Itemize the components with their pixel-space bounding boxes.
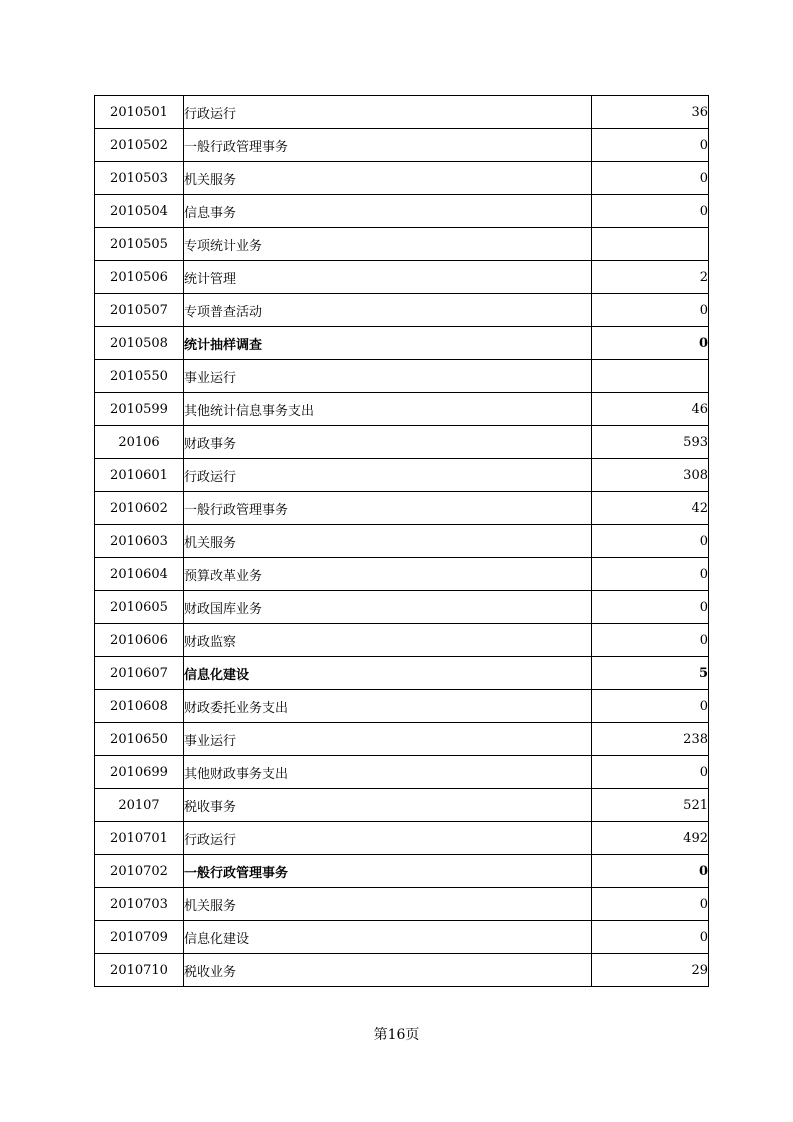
item-code-cell: 20107	[95, 789, 184, 822]
item-name-cell: 统计管理	[184, 261, 592, 294]
item-name-cell: 机关服务	[184, 888, 592, 921]
item-code-cell: 2010699	[95, 756, 184, 789]
item-code-cell: 2010608	[95, 690, 184, 723]
item-amount-cell: 36	[592, 96, 709, 129]
item-amount-cell: 29	[592, 954, 709, 987]
item-name-cell: 预算改革业务	[184, 558, 592, 591]
item-code-cell: 2010505	[95, 228, 184, 261]
item-amount-cell: 0	[592, 591, 709, 624]
item-amount-cell: 0	[592, 525, 709, 558]
item-name-cell: 信息事务	[184, 195, 592, 228]
table-row	[95, 162, 709, 195]
item-code-cell: 2010501	[95, 96, 184, 129]
table-row	[95, 822, 709, 855]
item-amount-cell: 2	[592, 261, 709, 294]
table-body	[95, 96, 709, 987]
item-code-cell: 2010709	[95, 921, 184, 954]
item-code-cell: 2010607	[95, 657, 184, 690]
item-amount-cell: 521	[592, 789, 709, 822]
item-amount-cell: 0	[592, 921, 709, 954]
item-name-cell: 一般行政管理事务	[184, 492, 592, 525]
item-name-cell: 机关服务	[184, 162, 592, 195]
item-code-cell: 2010604	[95, 558, 184, 591]
table-row	[95, 558, 709, 591]
table-row	[95, 228, 709, 261]
item-code-cell: 2010503	[95, 162, 184, 195]
item-amount-cell: 593	[592, 426, 709, 459]
item-amount-cell: 0	[592, 855, 709, 888]
item-code-cell: 2010601	[95, 459, 184, 492]
table-row	[95, 426, 709, 459]
table-row	[95, 921, 709, 954]
item-amount-cell: 46	[592, 393, 709, 426]
item-name-cell: 一般行政管理事务	[184, 855, 592, 888]
table-row	[95, 624, 709, 657]
table-row	[95, 525, 709, 558]
item-name-cell: 专项统计业务	[184, 228, 592, 261]
table-row	[95, 657, 709, 690]
table-row	[95, 261, 709, 294]
item-amount-cell: 0	[592, 888, 709, 921]
table-row	[95, 756, 709, 789]
item-amount-cell: 308	[592, 459, 709, 492]
item-amount-cell: 0	[592, 195, 709, 228]
item-code-cell: 2010502	[95, 129, 184, 162]
item-amount-cell: 0	[592, 624, 709, 657]
item-name-cell: 事业运行	[184, 723, 592, 756]
item-name-cell: 税收事务	[184, 789, 592, 822]
item-name-cell: 行政运行	[184, 822, 592, 855]
item-amount-cell: 0	[592, 294, 709, 327]
table-row	[95, 492, 709, 525]
item-name-cell: 信息化建设	[184, 921, 592, 954]
table-row	[95, 360, 709, 393]
item-amount-cell: 0	[592, 690, 709, 723]
item-name-cell: 财政国库业务	[184, 591, 592, 624]
item-name-cell: 其他财政事务支出	[184, 756, 592, 789]
item-name-cell: 信息化建设	[184, 657, 592, 690]
item-code-cell: 2010650	[95, 723, 184, 756]
item-code-cell: 2010703	[95, 888, 184, 921]
item-code-cell: 2010710	[95, 954, 184, 987]
item-amount-cell: 0	[592, 162, 709, 195]
table-row	[95, 327, 709, 360]
item-code-cell: 2010606	[95, 624, 184, 657]
item-code-cell: 2010602	[95, 492, 184, 525]
item-code-cell: 2010550	[95, 360, 184, 393]
item-amount-cell: 0	[592, 756, 709, 789]
table-row	[95, 129, 709, 162]
table-row	[95, 96, 709, 129]
item-amount-cell	[592, 360, 709, 393]
item-name-cell: 财政事务	[184, 426, 592, 459]
table-row	[95, 591, 709, 624]
item-code-cell: 2010701	[95, 822, 184, 855]
item-name-cell: 机关服务	[184, 525, 592, 558]
item-name-cell: 统计抽样调查	[184, 327, 592, 360]
table-row	[95, 294, 709, 327]
table-row	[95, 393, 709, 426]
item-amount-cell: 0	[592, 327, 709, 360]
item-amount-cell: 5	[592, 657, 709, 690]
table-row	[95, 954, 709, 987]
item-name-cell: 财政委托业务支出	[184, 690, 592, 723]
item-amount-cell	[592, 228, 709, 261]
table-row	[95, 789, 709, 822]
item-code-cell: 2010702	[95, 855, 184, 888]
item-name-cell: 专项普查活动	[184, 294, 592, 327]
item-name-cell: 其他统计信息事务支出	[184, 393, 592, 426]
table-row	[95, 195, 709, 228]
item-name-cell: 行政运行	[184, 96, 592, 129]
item-code-cell: 2010603	[95, 525, 184, 558]
item-amount-cell: 238	[592, 723, 709, 756]
table-row	[95, 888, 709, 921]
budget-table	[94, 95, 709, 987]
item-name-cell: 行政运行	[184, 459, 592, 492]
item-amount-cell: 42	[592, 492, 709, 525]
item-code-cell: 2010508	[95, 327, 184, 360]
table-row	[95, 855, 709, 888]
item-name-cell: 事业运行	[184, 360, 592, 393]
item-amount-cell: 492	[592, 822, 709, 855]
item-code-cell: 2010507	[95, 294, 184, 327]
item-name-cell: 财政监察	[184, 624, 592, 657]
item-name-cell: 一般行政管理事务	[184, 129, 592, 162]
table-row	[95, 459, 709, 492]
item-code-cell: 20106	[95, 426, 184, 459]
item-code-cell: 2010605	[95, 591, 184, 624]
page-number: 第16页	[373, 1027, 420, 1043]
item-code-cell: 2010599	[95, 393, 184, 426]
item-code-cell: 2010506	[95, 261, 184, 294]
table-row	[95, 723, 709, 756]
table-row	[95, 690, 709, 723]
item-amount-cell: 0	[592, 129, 709, 162]
item-name-cell: 税收业务	[184, 954, 592, 987]
item-code-cell: 2010504	[95, 195, 184, 228]
item-amount-cell: 0	[592, 558, 709, 591]
